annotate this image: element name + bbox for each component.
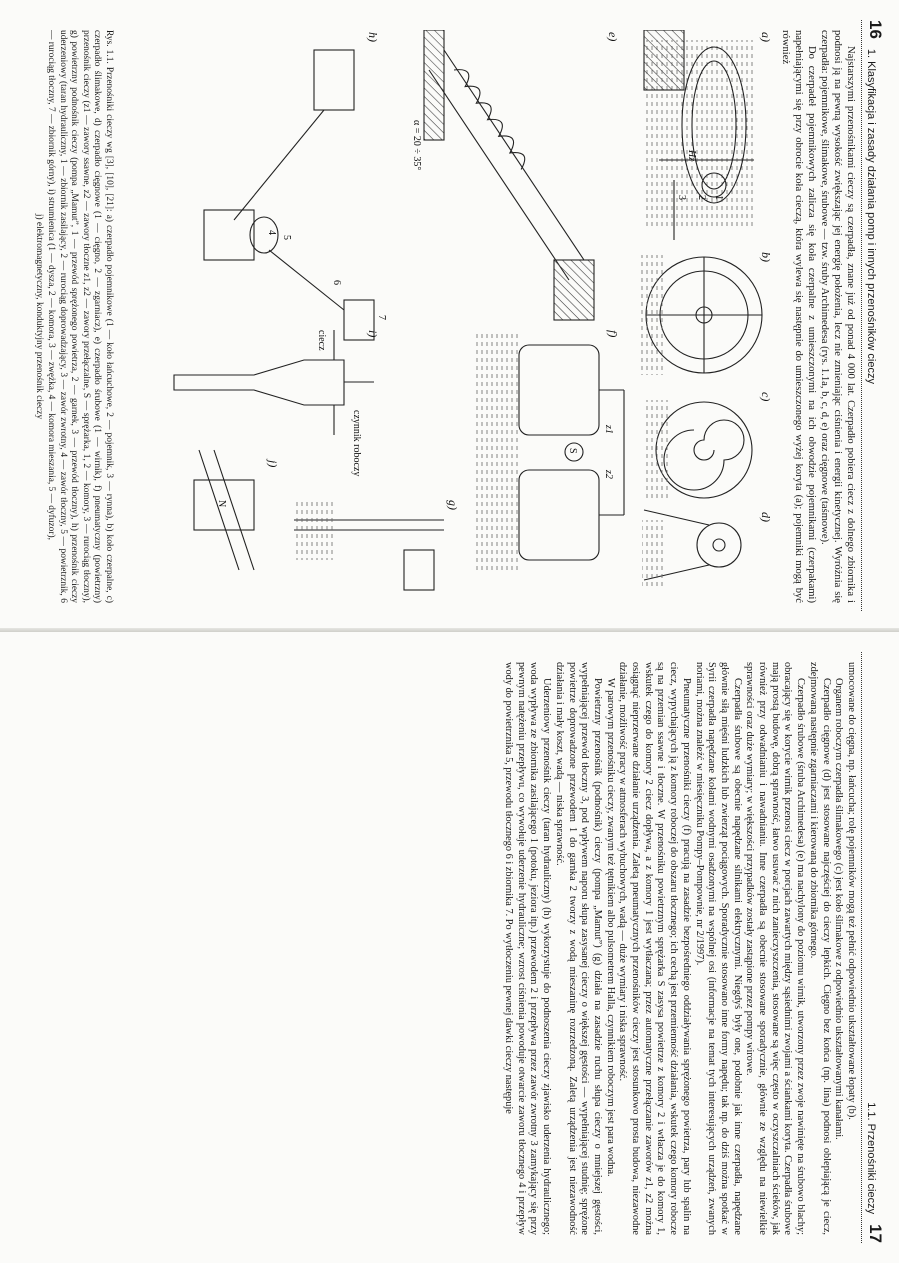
paragraph: Czerpadło śrubowe (śruba Archimedesa) (e) ma nachylony do poziomu wirnik, utworzony przez zwoje nawinięte na śrubowo blachy; obracający się w korycie wirnik przenosi ciecz w porcjach zawartych między sąsiednimi zwojami a ściankami koryta. Czerpadła śrubowe mają prostą budowę, dobrą sprawność, łatwo usuwać z nich zanieczyszczenia, stosowane są więc często w oczyszczalniach ścieków, jak również przy odwadnianiu i nawadnianiu. Inne czerpadła są obecnie stosowane sporadycznie, głównie ze względu na niewielkie sprawności oraz duże wymiary; w większości przypadków zostały zastąpione przez pompy wirowe. <box>744 662 807 1235</box>
caption-last-line: j) elektromagnetyczny, konduktyjny przenośnik cieczy <box>34 213 45 420</box>
paragraph: Do czerpadeł pojemnikowych zalicza się koła czerpalne z umieszczonymi na ich obwodzie pojemnikami (czerpakami) napełniającymi się przy obrocie koła cieczą, która wylewa się następnie do umieszczonego wyżej koryta (a); pojemniki mogą być również <box>779 30 817 603</box>
figure-d-rope-lifter <box>642 510 741 590</box>
label-2: 2 <box>696 195 707 200</box>
paragraph: Pneumatyczne przenośniki cieczy (f) pracują na zasadzie bezpośredniego oddziaływania sprężonego powietrza, pary lub spalin na ciecz, wypychających ją z komory roboczej do obszaru tłocznego; ich cechą jest przemienność działania, wskutek czego komory robocze są na przemian ssawne i tłoczne. W przenośniku powietrznym sprężarka S zasysa powietrze z komory 2 i wtłacza je do komory 1, wskutek czego do komory 2 ciecz dopływa, a z komory 1 jest wytłaczana; przez automatyczne przełączanie zaworów z1, z2 można osiągnąć nieprzerwane działanie urządzenia. Zaletą pneumatycznych przenośników cieczy jest stosunkowo prosta budowa, niezawodne działanie, możliwość pracy w atmosferach wybuchowych, wadą — duże wymiary i niska sprawność. <box>617 662 692 1235</box>
figure-1-1 <box>124 30 774 603</box>
label-n: N <box>216 500 227 508</box>
body-text <box>501 662 857 1235</box>
figure-c-spiral-wheel <box>644 400 752 500</box>
figure-drawings <box>124 30 774 603</box>
figure-caption <box>33 30 114 603</box>
label-liquid: ciecz <box>316 330 327 351</box>
figure-f-pneumatic-conveyor <box>474 330 624 570</box>
figure-label-g: g) <box>446 500 460 510</box>
label-5: 5 <box>281 235 292 240</box>
figure-b-scoop-wheel <box>640 255 762 375</box>
label-s: S <box>567 448 578 454</box>
figure-e-archimedes-screw <box>424 30 594 320</box>
paragraph: Uderzeniowy przenośnik cieczy (taran hydrauliczny) (h) wykorzystuje do podnoszenia cieczy zjawisko uderzenia hydraulicznego; woda wypływa ze zbiornika zasilającego 1 (potoku, jeziora itp.) przewodem 2 i przepływa przez zawór zwrotny 3 zamykający się przy pewnym natężeniu przepływu, co wywołuje uderzenie hydrauliczne; wzrost ciśnienia powoduje otwarcie zaworu tłocznego 4 i przepływ wody do powietrznika 5, przewodu tłocznego 6 i zbiornika 7. Po wytłoczeniu pewnej dawki cieczy następuje <box>503 662 553 1235</box>
page-17 <box>0 632 899 1263</box>
paragraph: W parowym przenośniku cieczy, zwanym też tętnikiem albo pulsometrem Halla, czynnikiem roboczym jest para wodna. <box>604 678 616 1177</box>
figure-label-e: e) <box>606 32 620 42</box>
figure-label-c: c) <box>759 392 773 402</box>
figure-a-bucket-elevator <box>644 30 754 240</box>
figure-label-f: f) <box>606 330 620 338</box>
body-text <box>778 30 857 603</box>
figure-g-airlift-pump <box>294 500 444 590</box>
label-hz: Hz <box>686 150 697 162</box>
label-z2: z2 <box>603 470 614 479</box>
caption-text: Rys. 1.1. Przenośniki cieczy wg [3], [10], [21]: a) czerpadło pojemnikowe (1 — koło łańcuchowe, 2 — pojemnik, 3 — rynna), b) koło czerpalne, c) czerpadło ślimakowe, d) czerpadło cięgnowe (1 — cięgno, 2 — zgarniacz), e) czerpadło śrubowe (1 — wirnik), f) pneumatyczny (powietrzny) przenośnik cieczy (z1 — zawory ssawne, z2 — zawory tłoczne z1, z2 — zawory przełączalne, S — sprężarka, 1, 2 — komory, 3 — rurociąg tłoczny), g) powietrzny podnośnik cieczy (pompa „Mamut”, 1 — przewód sprężonego powietrza, 2 — garnek, 3 — przewód tłoczny), h) przenośnik cieczy uderzeniowy (taran hydrauliczny, 1 — zbiornik zasilający, 2 — rurociąg doprowadzający, 3 — zawór zwrotny, 4 — zawór tłoczny, 5 — powietrznik, 6 — rurociąg tłoczny, 7 — zbiornik górny), i) strumienica (1 — dysza, 2 — komora, 3 — zwężka, 4 — komora mieszania, 5 — dyfuzor), <box>46 30 114 603</box>
paragraph: Czerpadła śrubowe są obecnie napędzane silnikami elektrycznymi. Niegdyś były one, podobnie jak inne czerpadła, napędzane głównie siłą mięśni ludzkich lub zwierząt pociągowych. Sporadycznie stosowano inne formy napędu; tak np. do dziś można spotkać w Syrii czerpadła napędzane kołami wodnymi osadzonymi na wspólnej osi (informacje na temat tych interesujących urządzeń, zwanych noriami, można znaleźć w miesięczniku Pompy–Pompownie, nr 2/1997). <box>693 662 743 1235</box>
paragraph: Czerpadło cięgnowe (d) jest stosowane najczęściej do cieczy lepkich. Cięgno bez końca (np. lina) podnosi oblepiającą je ciecz, zdejmowaną następnie zgarniaczami i kierowaną do zbiornika górnego. <box>807 662 832 1235</box>
running-head: 1. Klasyfikacja i zasady działania pomp i innych przenośników cieczy <box>865 48 877 384</box>
label-6: 6 <box>331 280 342 285</box>
label-7: 7 <box>376 315 387 320</box>
label-3: 3 <box>676 195 687 200</box>
page-number: 17 <box>866 1224 885 1243</box>
figure-label-d: d) <box>759 512 773 522</box>
figure-j-electromagnetic-pump <box>194 450 254 570</box>
figure-i-jet-pump <box>174 330 374 435</box>
paragraph: Najstarszymi przenośnikami cieczy są czerpadła, znane już od ponad 4 000 lat. Czerpadło pobiera ciecz z dolnego zbiornika i podnosi ją na pewną wysokość zwiększając jej energię położenia, lecz nie zmieniając ciśnienia i energii kinetycznej. Wyróżnia się czerpadła: pojemnikowe, ślimakowe, śrubowe — tzw. śruby Archimedesa (rys. 1.1a, b, c, d, e) oraz cięgnowe (taśmowe). <box>818 30 856 603</box>
figure-label-j: j) <box>266 460 280 468</box>
figure-label-b: b) <box>759 252 773 262</box>
label-z1: z1 <box>603 425 614 434</box>
page-number: 16 <box>866 20 885 39</box>
figure-label-i: i) <box>366 330 380 338</box>
label-4: 4 <box>266 230 277 235</box>
paragraph: Powietrzny przenośnik (podnośnik) cieczy (pompa „Mamut”) (g) działa na zasadzie ruchu słupa cieczy o mniejszej gęstości, wypełniającej przewód tłoczny 3, pod wpływem naporu słupa zasysanej cieczy o większej gęstości — wypełniającej studnię; sprężone powietrze doprowadzone przewodem 1 do garnka 2 tworzy z wodą mieszaninę rozrzedzoną. Zaletą urządzenia jest niezawodność działania i mały koszt, wadą — niska sprawność. <box>553 662 603 1235</box>
label-1: 1 <box>713 195 724 200</box>
paragraph: Organem roboczym czerpadła ślimakowego (c) jest koło ślimakowe z odpowiednio ukształtowanymi kanałami. <box>833 678 845 1140</box>
running-head: 1.1. Przenośniki cieczy <box>865 1102 877 1215</box>
page-header <box>861 652 889 1243</box>
page-16 <box>0 0 899 631</box>
label-working-fluid: czynnik roboczy <box>351 410 362 477</box>
label-angle: α = 20 ÷ 35° <box>411 120 422 171</box>
figure-label-h: h) <box>366 32 380 42</box>
figure-label-a: a) <box>759 32 773 42</box>
page-header <box>861 20 889 611</box>
figure-h-hydraulic-ram <box>204 50 374 340</box>
paragraph: umocowane do cięgna, np. łańcucha; rolę pojemników mogą też pełnić odpowiednio ukształtowane łopaty (b). <box>846 662 857 1120</box>
